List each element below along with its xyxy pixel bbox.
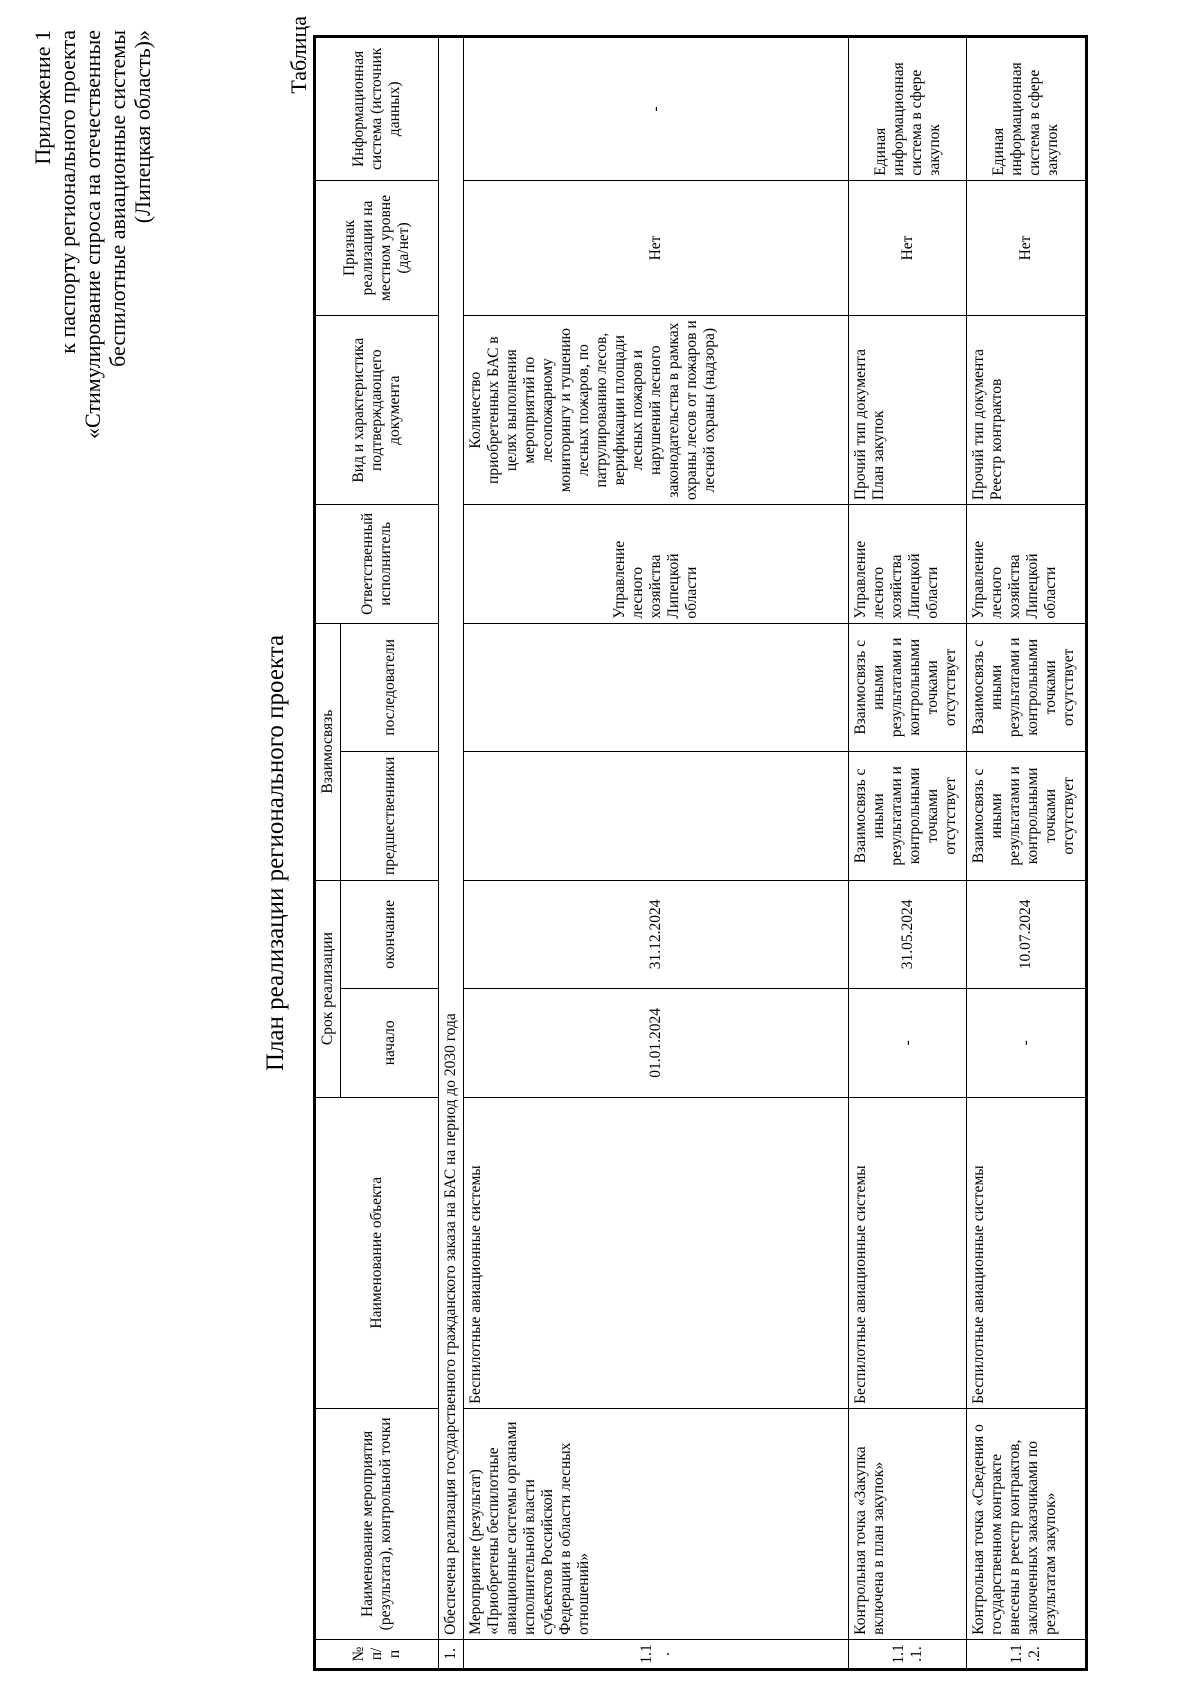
- row-name: Контрольная точка «Закупка включена в план закупок»: [849, 1408, 967, 1639]
- table-row: [464, 37, 849, 1670]
- row-succ: Взаимосвязь с иными результатами и контрольными точками отсутствует: [849, 623, 967, 752]
- table-row: [849, 37, 967, 1670]
- row-start: -: [967, 989, 1087, 1097]
- row-pred: [464, 752, 849, 881]
- row-start: 01.01.2024: [464, 989, 849, 1097]
- col-info-header: Информационная система (источник данных): [315, 37, 439, 181]
- row-succ: Взаимосвязь с иными результатами и контрольными точками отсутствует: [967, 623, 1087, 752]
- appendix-line-3: «Стимулирование спроса на отечественные: [80, 30, 105, 439]
- table-label: Таблица: [286, 16, 311, 94]
- section-title: Обеспечена реализация государственного гражданского заказа на БАС на период до 2030 года: [439, 37, 464, 1640]
- row-num: 1.1.2.: [967, 1639, 1087, 1669]
- appendix-line-4: беспилотные авиационные системы: [105, 30, 130, 367]
- row-pred: Взаимосвязь с иными результатами и контрольными точками отсутствует: [967, 752, 1087, 881]
- row-doc: Количество приобретенных БАС в целях выполнения мероприятий по лесопожарному мониторингу и тушению лесных пожаров, по патрулированию лесов, верификации площади лесных пожаров и нарушений лесного законодательства в рамках охраны лесов от пожаров и лесной охраны (надзора): [464, 316, 849, 505]
- col-start-header: начало: [341, 989, 439, 1097]
- col-name-header: Наименование мероприятия (результата), контрольной точки: [315, 1408, 439, 1639]
- col-local-header: Признак реализации на местном уровне (да/нет): [315, 180, 439, 316]
- plan-title: План реализации регионального проекта: [262, 634, 289, 1072]
- row-executor: Управление лесного хозяйства Липецкой области: [464, 505, 849, 624]
- row-start: -: [849, 989, 967, 1097]
- row-end: 31.05.2024: [849, 880, 967, 988]
- row-pred: Взаимосвязь с иными результатами и контрольными точками отсутствует: [849, 752, 967, 881]
- row-local: Нет: [967, 180, 1087, 316]
- appendix-line-5: (Липецкая область)»: [130, 30, 155, 224]
- row-object: Беспилотные авиационные системы: [464, 1097, 849, 1408]
- section-row: [439, 37, 464, 1670]
- appendix-line-1: Приложение 1: [30, 30, 55, 165]
- row-object: Беспилотные авиационные системы: [967, 1097, 1087, 1408]
- col-executor-header: Ответственный исполнитель: [315, 505, 439, 624]
- row-info: Единая информационная система в сфере закупок: [967, 37, 1087, 181]
- row-num: 1.1.1.: [849, 1639, 967, 1669]
- row-doc: Прочий тип документа План закупок: [849, 316, 967, 505]
- col-doc-header: Вид и характеристика подтверждающего документа: [315, 316, 439, 505]
- row-num: 1.1.: [464, 1639, 849, 1669]
- col-succ-header: последователи: [341, 623, 439, 752]
- row-local: Нет: [464, 180, 849, 316]
- row-end: 31.12.2024: [464, 880, 849, 988]
- row-object: Беспилотные авиационные системы: [849, 1097, 967, 1408]
- row-executor: Управление лесного хозяйства Липецкой области: [967, 505, 1087, 624]
- row-info: Единая информационная система в сфере закупок: [849, 37, 967, 181]
- table-row: [967, 37, 1087, 1670]
- col-pred-header: предшественники: [341, 752, 439, 881]
- row-name: Контрольная точка «Сведения о государственном контракте внесены в реестр контрактов, заключенных заказчиками по результатам закупок»: [967, 1408, 1087, 1639]
- col-end-header: окончание: [341, 880, 439, 988]
- row-succ: [464, 623, 849, 752]
- col-object-header: Наименование объекта: [315, 1097, 439, 1408]
- row-executor: Управление лесного хозяйства Липецкой области: [849, 505, 967, 624]
- plan-table: [313, 35, 1088, 1671]
- col-relation-header: Взаимосвязь: [315, 623, 341, 880]
- col-term-header: Срок реализации: [315, 880, 341, 1097]
- appendix-line-2: к паспорту регионального проекта: [55, 30, 80, 354]
- appendix-header: [30, 30, 155, 930]
- section-num: 1.: [439, 1639, 464, 1669]
- row-doc: Прочий тип документа Реестр контрактов: [967, 316, 1087, 505]
- row-end: 10.07.2024: [967, 880, 1087, 988]
- row-local: Нет: [849, 180, 967, 316]
- row-name: Мероприятие (результат) «Приобретены беспилотные авиационные системы органами исполнительной власти субъектов Российской Федерации в области лесных отношений»: [464, 1408, 849, 1639]
- col-num-header: № п/п: [315, 1639, 439, 1669]
- row-info: -: [464, 37, 849, 181]
